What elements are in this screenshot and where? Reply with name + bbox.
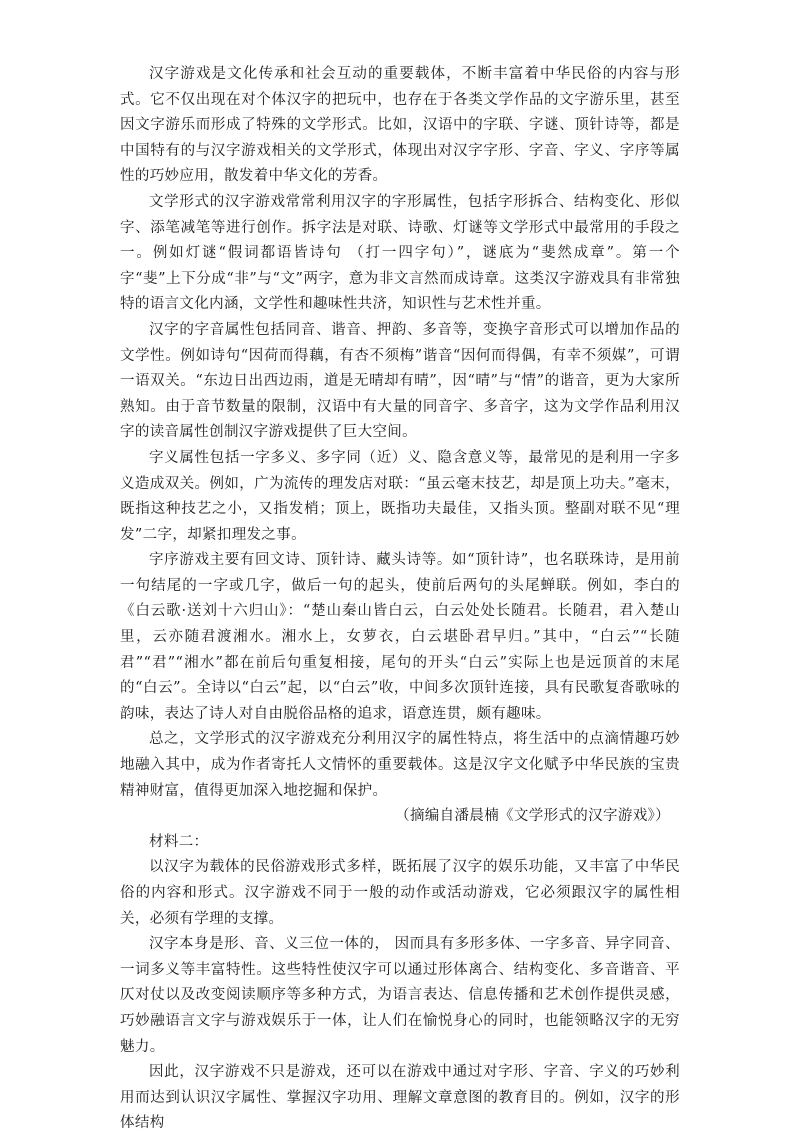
paragraph-meaning: 字义属性包括一字多义、多字同（近）义、隐含意义等，最常见的是利用一字多义造成双关。例如，广为流传的理发店对联：“虽云毫末技艺，却是顶上功夫。”毫末，既指这种技艺之小，又指发梢；顶上，既指功夫最佳，又指头顶。整副对联不见“理发”二字，却紧扣理发之事。 <box>120 449 680 543</box>
paragraph-m2-1: 以汉字为载体的民俗游戏形式多样，既拓展了汉字的娱乐功能，又丰富了中华民俗的内容和形式。汉字游戏不同于一般的动作或活动游戏，它必须跟汉字的属性相关，必须有学理的支撑。 <box>120 859 680 927</box>
paragraph-sound: 汉字的字音属性包括同音、谐音、押韵、多音等，变换字音形式可以增加作品的文学性。例如诗句“因荷而得藕，有杏不须梅”谐音“因何而得偶，有幸不须媒”，可谓一语双关。“东边日出西边雨，道是无晴却有晴”，因“晴”与“情”的谐音，更为大家所熟知。由于音节数量的限制，汉语中有大量的同音字、多音字，这为文学作品利用汉字的读音属性创制汉字游戏提供了巨大空间。 <box>120 321 680 441</box>
paragraph-m2-2: 汉字本身是形、音、义三位一体的， 因而具有多形多体、一字多音、异字同音、一词多义等丰富特性。这些特性使汉字可以通过形体离合、结构变化、多音谐音、平仄对仗以及改变阅读顺序等多种方式，为语言表达、信息传播和艺术创作提供灵感，巧妙融语言文字与游戏娱乐于一体，让人们在愉悦身心的同时，也能领略汉字的无穷魅力。 <box>120 936 680 1055</box>
paragraph-m2-3: 因此，汉字游戏不只是游戏，还可以在游戏中通过对字形、字音、字义的巧妙利用而达到认识汉字属性、掌握汉字功用、理解文章意图的教育目的。例如，汉字的形体结构 <box>120 1064 680 1132</box>
source-citation: （摘编自潘晨楠《文学形式的汉字游戏》） <box>395 808 670 825</box>
material-label: 材料二： <box>149 833 209 850</box>
paragraph-order: 字序游戏主要有回文诗、顶针诗、藏头诗等。如“顶针诗”，也名联珠诗，是用前一句结尾的一字或几字，做后一句的起头，使前后两句的头尾蝉联。例如，李白的《白云歌·送刘十六归山》：“楚山秦山皆白云，白云处处长随君。长随君，君入楚山里，云亦随君渡湘水。湘水上，女萝衣，白云堪卧君早归。”其中，“白云”“长随君”“君”“湘水”都在前后句重复相接，尾句的开头“白云”实际上也是远顶首的末尾的“白云”。全诗以“白云”起，以“白云”收，中间多次顶针连接，具有民歌复沓歌咏的韵味，表达了诗人对自由脱俗品格的追求，语意连贯，颇有趣味。 <box>120 552 680 722</box>
article-body <box>120 62 680 1137</box>
paragraph-intro: 汉字游戏是文化传承和社会互动的重要载体，不断丰富着中华民俗的内容与形式。它不仅出现在对个体汉字的把玩中，也存在于各类文学作品的文字游乐里，甚至因文字游乐而形成了特殊的文学形式。比如，汉语中的字联、字谜、顶针诗等，都是中国特有的与汉字游戏相关的文学形式，体现出对汉字字形、字音、字义、字序等属性的巧妙应用，散发着中华文化的芳香。 <box>120 66 680 185</box>
paragraph-glyph-form: 文学形式的汉字游戏常常利用汉字的字形属性，包括字形拆合、结构变化、形似字、添笔减笔等进行创作。拆字法是对联、诗歌、灯谜等文学形式中最常用的手段之一。例如灯谜“假词都语皆诗句 （打一四字句）”，谜底为“斐然成章”。第一个字“斐”上下分成“非”与“文”两字，意为非文言然而成诗章。这类汉字游戏具有非常独特的语言文化内涵，文学性和趣味性共济，知识性与艺术性并重。 <box>120 193 680 313</box>
paragraph-summary: 总之，文学形式的汉字游戏充分利用汉字的属性特点，将生活中的点滴情趣巧妙地融入其中，成为作者寄托人文情怀的重要载体。这是汉字文化赋予中华民族的宝贵精神财富，值得更加深入地挖掘和保护。 <box>120 731 680 799</box>
